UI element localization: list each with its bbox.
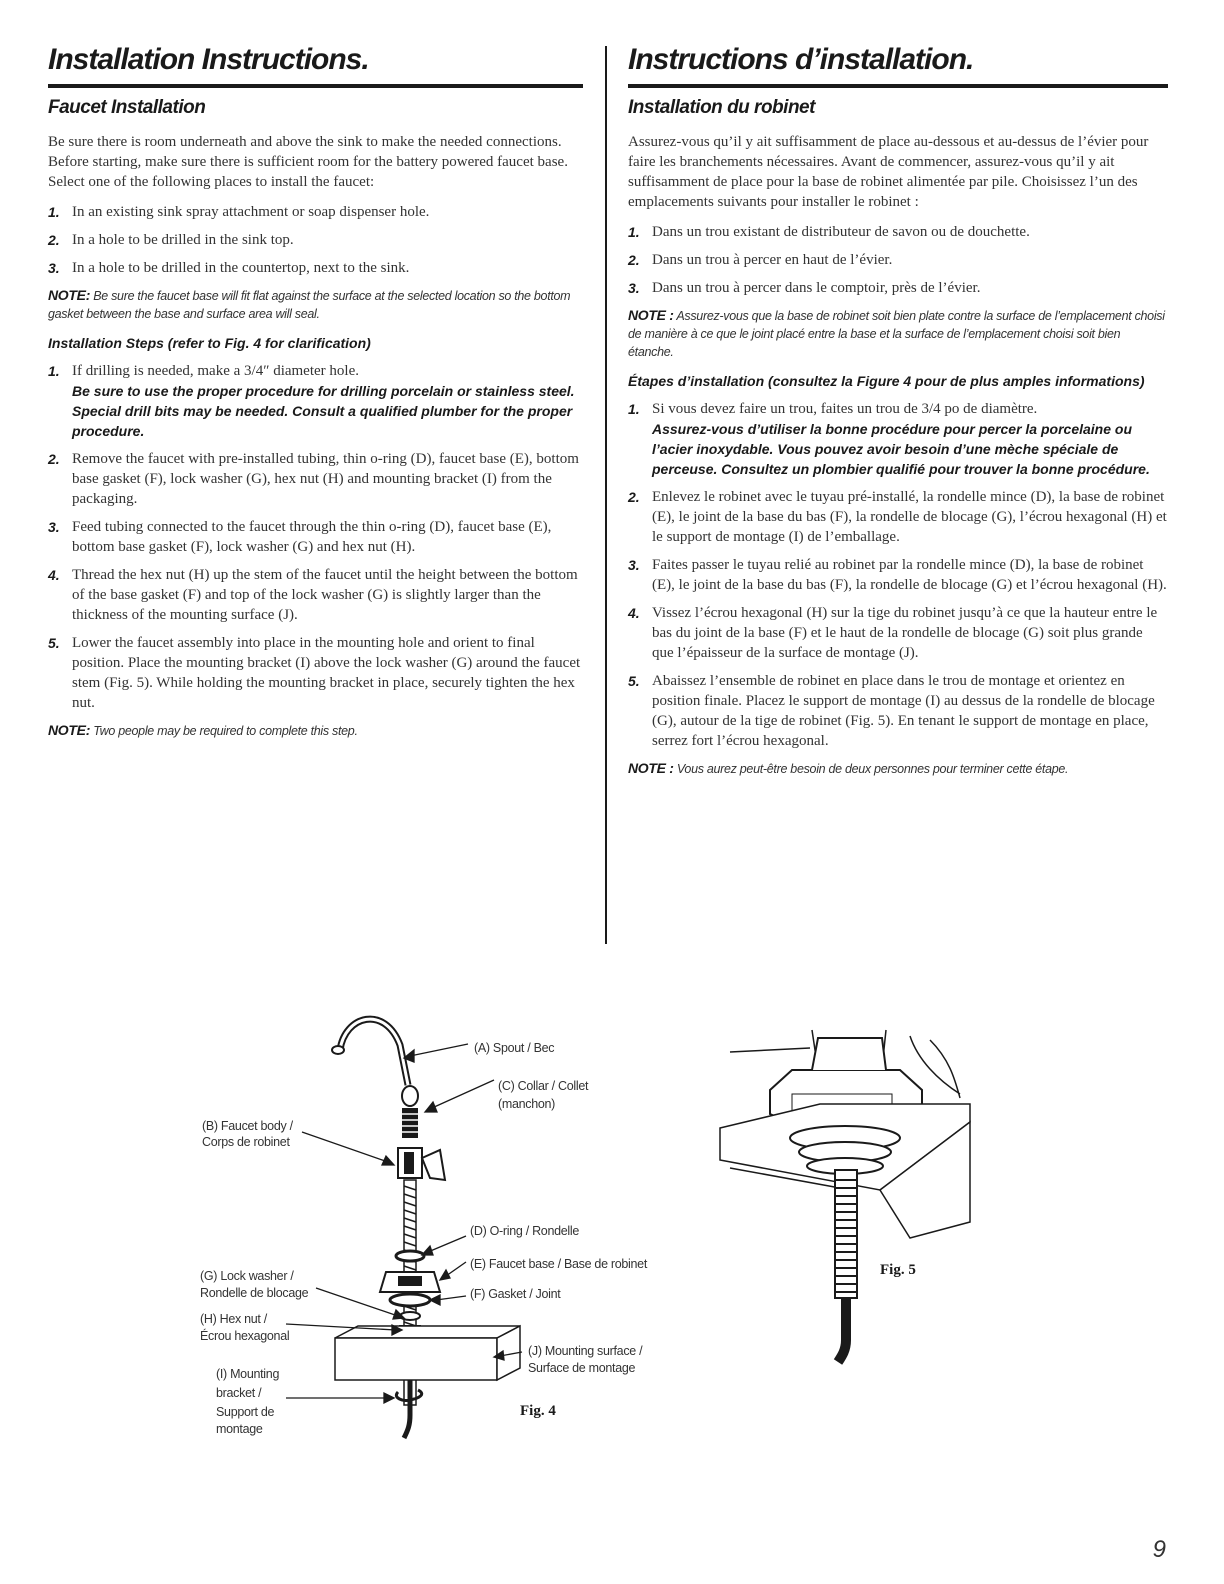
faucet-body-drawing xyxy=(398,1148,445,1180)
page-title-fr: Instructions d’installation. xyxy=(628,42,1168,88)
label-hex-nut-fr: Écrou hexagonal xyxy=(200,1329,290,1343)
fig5-caption: Fig. 5 xyxy=(880,1262,916,1278)
label-collar-fr: (manchon) xyxy=(498,1097,556,1111)
list-item: 1. Si vous devez faire un trou, faites un trou de 3/4 po de diamètre. Assurez-vous d’utiliser la bonne procédure pour percer la porcelaine ou l’acier inoxydable. Vous pouvez avoir besoin d’une mèche spéciale de perceuse. Consultez un plombier qualifié pour trouver la bonne procédure. xyxy=(628,399,1168,479)
mounting-surface-drawing xyxy=(335,1326,520,1380)
o-ring-drawing xyxy=(396,1251,424,1261)
label-mounting-bracket-1: (I) Mounting xyxy=(216,1367,280,1381)
collar-drawing xyxy=(402,1086,418,1106)
note-fr: NOTE : Assurez-vous que la base de robinet soit bien plate contre la surface de l’emplacement choisi de manière à ce que le joint placé entre la base et la surface de l’emplacement choisi soit bien étanche. xyxy=(628,307,1165,359)
list-item: 5. Lower the faucet assembly into place in the mounting hole and orient to final position. Place the mounting bracket (I) above the lock washer (G) around the faucet stem (Fig. 5). While holding the mounting bracket in place, securely tighten the hex nut. xyxy=(48,635,581,711)
threaded-stem-fig5 xyxy=(835,1170,857,1298)
list-item: 3. In a hole to be drilled in the countertop, next to the sink. xyxy=(48,260,410,276)
list-item: 5. Abaissez l’ensemble de robinet en place dans le trou de montage et orientez en position finale. Placez le support de montage (I) au dessus de la rondelle de blocage (G), autour de la tige de robinet (Fig. 5). En tenant le support de montage en place, serrez fort l’écrou hexagonal. xyxy=(628,673,1155,749)
steps-heading-fr: Étapes d’installation (consultez la Figure 4 pour de plus amples informations) xyxy=(628,373,1145,389)
faucet-base-drawing xyxy=(380,1272,440,1292)
note-en: NOTE: Be sure the faucet base will fit flat against the surface at the selected location so the bottom gasket between the base and surface area will seal. xyxy=(48,287,571,321)
label-lock-washer: (G) Lock washer / xyxy=(200,1269,294,1283)
label-gasket: (F) Gasket / Joint xyxy=(470,1287,561,1301)
label-spout: (A) Spout / Bec xyxy=(474,1041,555,1055)
list-item: 2. Remove the faucet with pre-installed tubing, thin o-ring (D), faucet base (E), bottom base gasket (F), lock washer (G), hex nut (H) and mounting bracket (I) from the packaging. xyxy=(48,451,579,507)
lock-washer-drawing xyxy=(400,1312,420,1320)
list-item: 4. Vissez l’écrou hexagonal (H) sur la tige du robinet jusqu’à ce que la hauteur entre le bas du joint de la base (F) et le haut de la rondelle de blocage (G) soit plus grande que l’épaisseur de la surface de montage (J). xyxy=(628,605,1158,661)
list-item: 2. Dans un trou à percer en haut de l’évier. xyxy=(628,252,893,268)
label-lock-washer-fr: Rondelle de blocage xyxy=(200,1286,309,1300)
label-collar: (C) Collar / Collet xyxy=(498,1079,589,1093)
fig5-diagram xyxy=(700,1010,990,1380)
label-faucet-base: (E) Faucet base / Base de robinet xyxy=(470,1257,648,1271)
list-item: 3. Feed tubing connected to the faucet through the thin o-ring (D), faucet base (E), bottom base gasket (F), lock washer (G) and hex nut (H). xyxy=(48,519,552,555)
steps-heading-en: Installation Steps (refer to Fig. 4 for clarification) xyxy=(48,335,371,351)
list-item: 4. Thread the hex nut (H) up the stem of the faucet until the height between the bottom of the base gasket (F) and top of the lock washer (G) is slightly larger than the thickness of the mounting surface (J). xyxy=(48,567,578,623)
label-mounting-surface-fr: Surface de montage xyxy=(528,1361,636,1375)
list-item: 1. In an existing sink spray attachment or soap dispenser hole. xyxy=(48,204,430,220)
fig4-caption: Fig. 4 xyxy=(520,1403,556,1419)
section-heading-fr: Installation du robinet xyxy=(628,97,815,118)
page-title-en: Installation Instructions. xyxy=(48,42,583,88)
list-item: 1. Dans un trou existant de distributeur de savon ou de douchette. xyxy=(628,224,1030,240)
label-mounting-bracket-2: bracket / xyxy=(216,1386,262,1400)
intro-en: Be sure there is room underneath and above the sink to make the needed connections. Before starting, make sure there is sufficient room for the battery powered faucet base. Select one of the following places to install the faucet: xyxy=(48,134,568,190)
list-item: 1. If drilling is needed, make a 3/4″ diameter hole. Be sure to use the proper procedure for drilling porcelain or stainless steel. Special drill bits may be needed. Consult a qualified plumber for the proper procedure. xyxy=(48,361,583,441)
section-heading-en: Faucet Installation xyxy=(48,97,206,118)
label-mounting-bracket-3: Support de xyxy=(216,1405,275,1419)
label-faucet-body: (B) Faucet body / xyxy=(202,1119,293,1133)
page-number: 9 xyxy=(1152,1536,1166,1563)
warning-text: Be sure to use the proper procedure for drilling porcelain or stainless steel. Special drill bits may be needed. Consult a qualified plumber for the proper procedure. xyxy=(72,383,575,439)
tubing-fig5 xyxy=(838,1298,846,1362)
note-two-people-en: NOTE: Two people may be required to complete this step. xyxy=(48,722,358,738)
warning-text: Assurez-vous d’utiliser la bonne procédure pour percer la porcelaine ou l’acier inoxydable. Vous pouvez avoir besoin d’une mèche spéciale de perceuse. Consultez un plombier qualifié pour trouver la bonne procédure. xyxy=(652,421,1150,477)
list-item: 3. Faites passer le tuyau relié au robinet par la rondelle mince (D), la base de robinet (E), le joint de la base du bas (F), la rondelle de blocage (G) et l’écrou hexagonal (H). xyxy=(628,557,1167,593)
label-mounting-surface: (J) Mounting surface / xyxy=(528,1344,643,1358)
list-item: 3. Dans un trou à percer dans le comptoir, près de l’évier. xyxy=(628,280,981,296)
gasket-drawing xyxy=(390,1294,430,1306)
label-hex-nut: (H) Hex nut / xyxy=(200,1312,267,1326)
list-item: 2. In a hole to be drilled in the sink top. xyxy=(48,232,294,248)
note-two-people-fr: NOTE : Vous aurez peut-être besoin de deux personnes pour terminer cette étape. xyxy=(628,760,1069,776)
label-o-ring: (D) O-ring / Rondelle xyxy=(470,1224,580,1238)
intro-fr: Assurez-vous qu’il y ait suffisamment de place au-dessous et au-dessus de l’évier pour faire les branchements nécessaires. Avant de commencer, assurez-vous qu’il y ait suffisamment de place pour la base de robinet alimentée par pile. Choisissez l’un des emplacements suivants pour installer le robinet : xyxy=(628,134,1149,210)
list-item: 2. Enlevez le robinet avec le tuyau pré-installé, la rondelle mince (D), la base de robinet (E), le joint de la base du bas (F), la rondelle de blocage (G), l’écrou hexagonal (H) et le support de montage (I) de l’emballage. xyxy=(628,489,1167,545)
label-mounting-bracket-4: montage xyxy=(216,1422,263,1436)
label-faucet-body-fr: Corps de robinet xyxy=(202,1135,290,1149)
